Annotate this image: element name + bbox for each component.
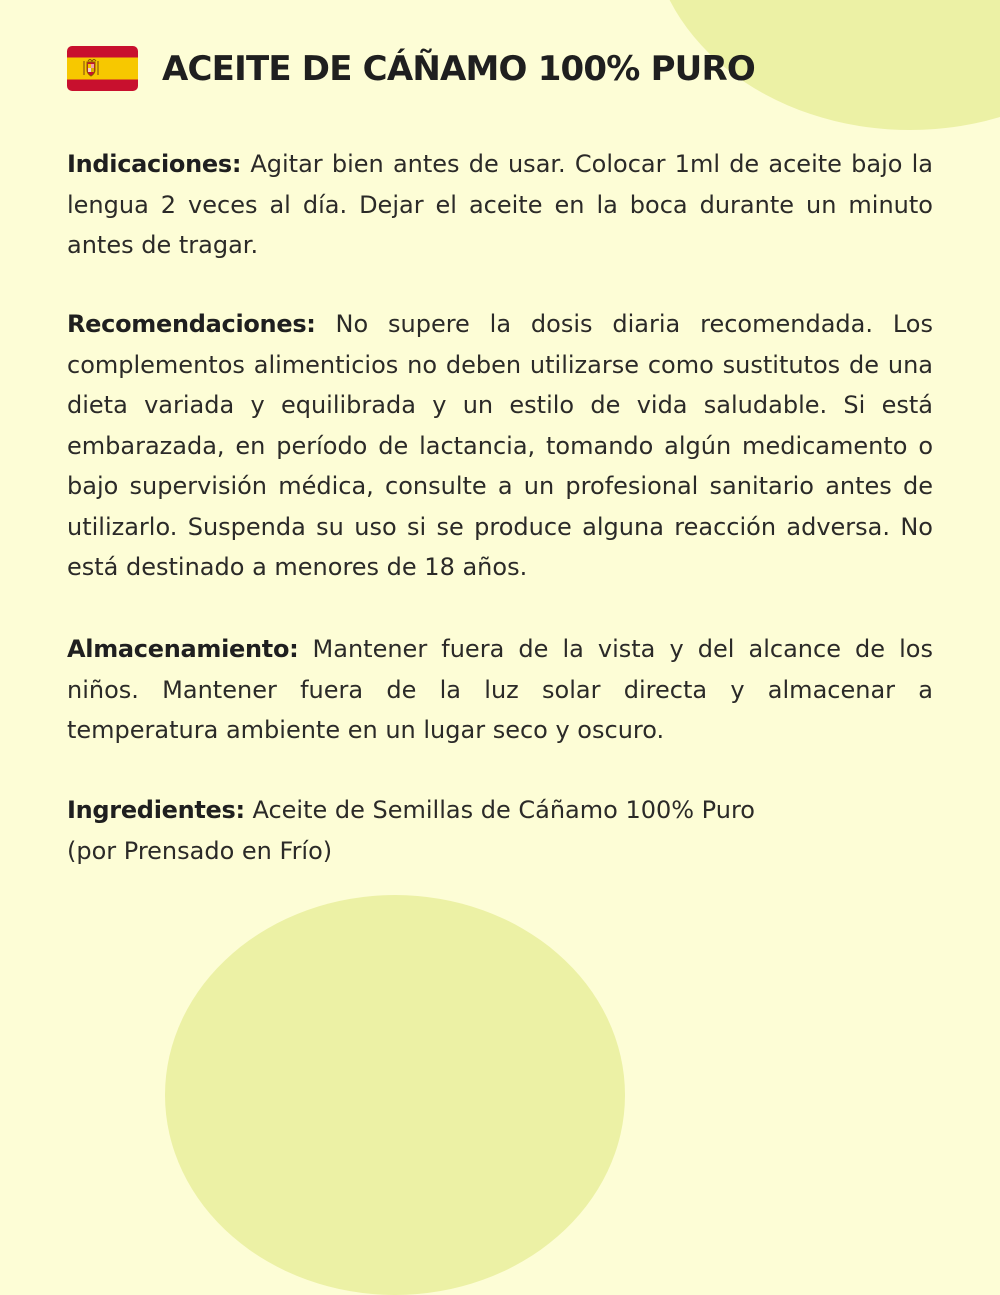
ingredientes-first-line [67, 790, 933, 831]
indicaciones-text: Agitar bien antes de usar. Colocar 1ml de aceite bajo la lengua 2 veces al día. Dejar el aceite en la boca durante un minuto antes de tragar. [67, 150, 933, 259]
ingredientes-section [67, 790, 933, 871]
almacenamiento-text: Mantener fuera de la vista y del alcance de los niños. Mantener fuera de la luz solar directa y almacenar a temperatura ambiente en un lugar seco y oscuro. [67, 635, 933, 744]
indicaciones-label: Indicaciones: [67, 150, 242, 178]
recomendaciones-section [67, 304, 933, 588]
recomendaciones-label: Recomendaciones: [67, 310, 316, 338]
almacenamiento-label: Almacenamiento: [67, 635, 299, 663]
ingredientes-label: Ingredientes: [67, 796, 245, 824]
product-header [67, 46, 755, 91]
almacenamiento-section [67, 629, 933, 751]
spain-flag-icon [67, 46, 138, 91]
ingredientes-text-line-2: (por Prensado en Frío) [67, 836, 333, 865]
recomendaciones-text: No supere la dosis diaria recomendada. Los complementos alimenticios no deben utilizarse como sustitutos de una dieta variada y equilibrada y un estilo de vida saludable. Si está embarazada, en período de lactancia, tomando algún medicamento o bajo supervisión médica, consulte a un profesional sanitario antes de utilizarlo. Suspenda su uso si se produce alguna reacción adversa. No está destinado a menores de 18 años. [67, 310, 933, 581]
indicaciones-section [67, 144, 933, 266]
product-title: ACEITE DE CÁÑAMO 100% PURO [162, 48, 755, 89]
decorative-circle-bottom [165, 895, 625, 1295]
ingredientes-text-line-1: Aceite de Semillas de Cáñamo 100% Puro [252, 796, 755, 824]
coat-of-arms-icon [82, 59, 100, 78]
